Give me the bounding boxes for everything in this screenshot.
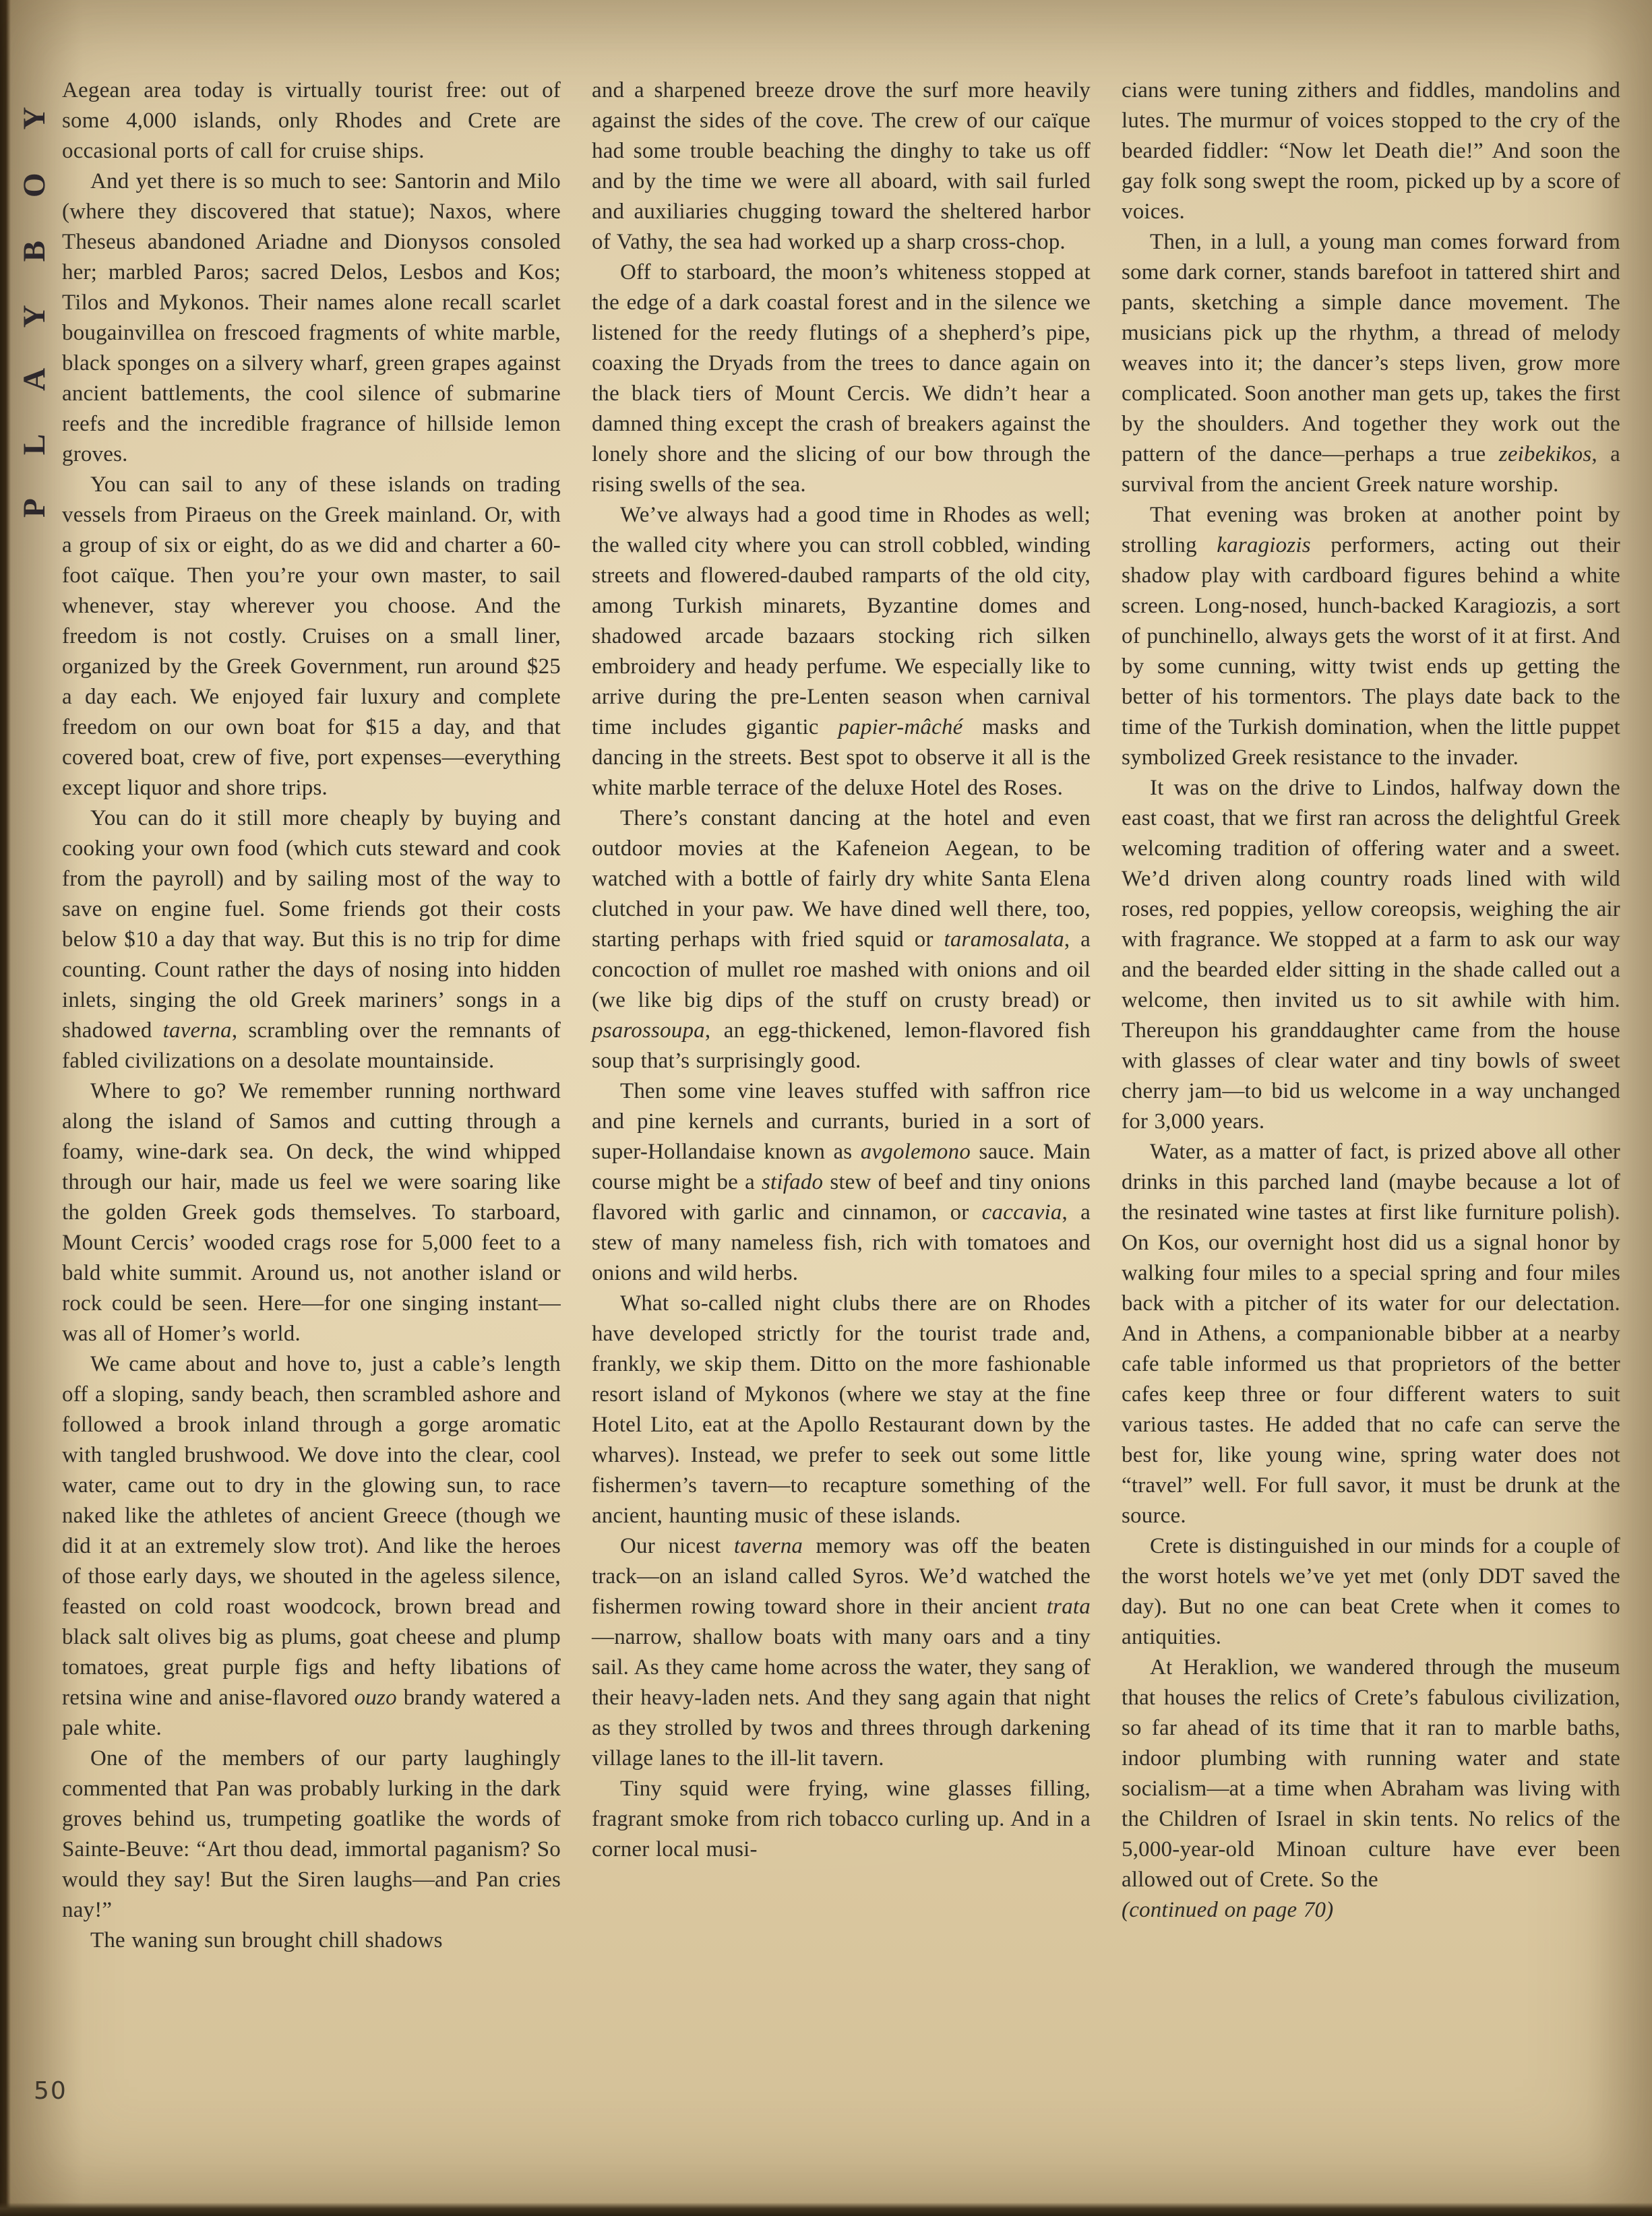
paragraph: Crete is distinguished in our minds for a couple of the worst hotels we’ve yet met (only DDT saved the day). But no one can beat Crete when it comes to antiquities. [1122, 1534, 1620, 1649]
scan-edge-left [0, 0, 11, 2216]
text-column-1 [62, 75, 561, 1956]
paragraph: You can sail to any of these islands on trading vessels from Piraeus on the Greek mainland. Or, with a group of six or eight, do as we did and charter a 60-foot caïque. Then you’re your own master, to sail whenever, stay wherever you choose. And the freedom is not costly. Cruises on a small liner, organized by the Greek Government, run around $25 a day each. We enjoyed fair luxury and complete freedom on our own boat for $15 a day, and that covered boat, crew of five, port expenses—everything except liquor and shore trips. [62, 472, 561, 800]
paragraph: Off to starboard, the moon’s whiteness stopped at the edge of a dark coastal forest and in the silence we listened for the reedy flutings of a shepherd’s pipe, coaxing the Dryads from the trees to dance again on the black tiers of Mount Cercis. We didn’t hear a damned thing except the crash of breakers against the lonely shore and the slicing of our bow through the rising swells of the sea. [592, 260, 1091, 497]
paragraph: That evening was broken at another point by strolling karagiozis performers, acting out their shadow play with cardboard figures behind a white screen. Long-nosed, hunch-backed Karagiozis, a sort of punchinello, always gets the worst of it at first. And by some cunning, witty twist ends up getting the better of his tormentors. The plays date back to the time of the Turkish domination, when the little puppet symbolized Greek resistance to the invader. [1122, 503, 1620, 770]
paragraph: Tiny squid were frying, wine glasses filling, fragrant smoke from rich tobacco curling up. And in a corner local musi- [592, 1777, 1091, 1861]
continuation-note: (continued on page 70) [1122, 1898, 1334, 1922]
page-number: 50 [34, 2077, 67, 2105]
paragraph: The waning sun brought chill shadows [90, 1928, 443, 1952]
paragraph: Water, as a matter of fact, is prized above all other drinks in this parched land (maybe because a lot of the resinated wine tastes at first like furniture polish). On Kos, our overnight host did us a signal honor by walking four miles to a special spring and four miles back with a pitcher of its water for our delectation. And in Athens, a companionable bibber at a nearby cafe table informed us that proprietors of the better cafes keep three or four different waters to suit various tastes. He added that no cafe can serve the best for, like young wine, spring water does not “travel” well. For full savor, it must be drunk at the source. [1122, 1140, 1620, 1528]
paragraph: Aegean area today is virtually tourist free: out of some 4,000 islands, only Rhodes and Crete are occasional ports of call for cruise ships. [62, 78, 561, 163]
paragraph: Where to go? We remember running northward along the island of Samos and cutting through a foamy, wine-dark sea. On deck, the wind whipped through our hair, made us feel we were soaring like the golden Greek gods themselves. To starboard, Mount Cercis’ wooded crags rose for 5,000 feet to a bald white summit. Around us, not another island or rock could be seen. Here—for one singing instant—was all of Homer’s world. [62, 1079, 561, 1346]
magazine-spine-title: PLAYBOY [17, 63, 52, 518]
paragraph: What so-called night clubs there are on Rhodes have developed strictly for the tourist trade and, frankly, we skip them. Ditto on the more fashionable resort island of Mykonos (where we stay at the fine Hotel Lito, eat at the Apollo Restaurant down by the wharves). Instead, we prefer to seek out some little fishermen’s tavern—to recapture something of the ancient, haunting music of these islands. [592, 1291, 1091, 1528]
paragraph: Then some vine leaves stuffed with saffron rice and pine kernels and currants, buried in a sort of super-Hollandaise known as avgolemono sauce. Main course might be a stifado stew of beef and tiny onions flavored with garlic and cinnamon, or caccavia, a stew of many nameless fish, rich with tomatoes and onions and wild herbs. [592, 1079, 1091, 1285]
paragraph: One of the members of our party laughingly commented that Pan was probably lurking in the dark groves behind us, trumpeting goatlike the words of Sainte-Beuve: “Art thou dead, immortal paganism? So would they say! But the Siren laughs—and Pan cries nay!” [62, 1746, 561, 1922]
scan-edge-bottom [0, 2203, 1652, 2216]
paragraph: Our nicest taverna memory was off the beaten track—on an island called Syros. We’d watched the fishermen rowing toward shore in their ancient trata—narrow, shallow boats with many oars and a tiny sail. As they came home across the water, they sang of their heavy-laden nets. And they sang again that night as they strolled by twos and threes through darkening village lanes to the ill-lit tavern. [592, 1534, 1091, 1771]
paragraph: There’s constant dancing at the hotel and even outdoor movies at the Kafeneion Aegean, to be watched with a bottle of fairly dry white Santa Elena clutched in your paw. We have dined well there, too, starting perhaps with fried squid or taramosalata, a concoction of mullet roe mashed with onions and oil (we like big dips of the stuff on crusty bread) or psarossoupa, an egg-thickened, lemon-flavored fish soup that’s surprisingly good. [592, 806, 1091, 1073]
paragraph: Then, in a lull, a young man comes forward from some dark corner, stands barefoot in tattered shirt and pants, sketching a simple dance movement. The musicians pick up the rhythm, a thread of melody weaves into it; the dancer’s steps liven, grow more complicated. Soon another man gets up, takes the first by the shoulders. And together they work out the pattern of the dance—perhaps a true zeibekikos, a survival from the ancient Greek nature worship. [1122, 230, 1620, 497]
paragraph: and a sharpened breeze drove the surf more heavily against the sides of the cove. The crew of our caïque had some trouble beaching the dinghy to take us off and by the time we were all aboard, with sail furled and auxiliaries chugging toward the sheltered harbor of Vathy, the sea had worked up a sharp cross-chop. [592, 78, 1091, 254]
paragraph: At Heraklion, we wandered through the museum that houses the relics of Crete’s fabulous civilization, so far ahead of its time that it ran to marble baths, indoor plumbing with running water and state socialism—at a time when Abraham was living with the Children of Israel in skin tents. No relics of the 5,000-year-old Minoan culture have ever been allowed out of Crete. So the [1122, 1655, 1620, 1892]
paragraph: cians were tuning zithers and fiddles, mandolins and lutes. The murmur of voices stopped to the cry of the bearded fiddler: “Now let Death die!” And soon the gay folk song swept the room, picked up by a score of voices. [1122, 78, 1620, 224]
paragraph: And yet there is so much to see: Santorin and Milo (where they discovered that statue); Naxos, where Theseus abandoned Ariadne and Dionysos consoled her; marbled Paros; sacred Delos, Lesbos and Kos; Tilos and Mykonos. Their names alone recall scarlet bougainvillea on frescoed fragments of white marble, black sponges on a silvery wharf, green grapes against ancient battlements, the cool silence of submarine reefs and the incredible fragrance of hillside lemon groves. [62, 169, 561, 466]
article-columns [62, 75, 1620, 1956]
paragraph: We’ve always had a good time in Rhodes as well; the walled city where you can stroll cobbled, winding streets and flowered-daubed ramparts of the old city, among Turkish minarets, Byzantine domes and shadowed arcade bazaars stocking rich silken embroidery and heady perfume. We especially like to arrive during the pre-Lenten season when carnival time includes gigantic papier-mâché masks and dancing in the streets. Best spot to observe it all is the white marble terrace of the deluxe Hotel des Roses. [592, 503, 1091, 800]
text-column-2 [592, 75, 1091, 1956]
paragraph: We came about and hove to, just a cable’s length off a sloping, sandy beach, then scrambled ashore and followed a brook inland through a gorge aromatic with tangled brushwood. We dove into the clear, cool water, came out to dry in the glowing sun, to race naked like the athletes of ancient Greece (though we did it at an extremely slow trot). And like the heroes of those early days, we shouted in the ageless silence, feasted on cold roast woodcock, brown bread and black salt olives big as plums, goat cheese and plump tomatoes, great purple figs and hefty libations of retsina wine and anise-flavored ouzo brandy watered a pale white. [62, 1352, 561, 1740]
paragraph: It was on the drive to Lindos, halfway down the east coast, that we first ran across the delightful Greek welcoming tradition of offering water and a sweet. We’d driven along country roads lined with wild roses, red poppies, yellow coreopsis, weighing the air with fragrance. We stopped at a farm to ask our way and the bearded elder sitting in the shade called out a welcome, then invited us to sit awhile with him. Thereupon his granddaughter came from the house with glasses of clear water and tiny bowls of sweet cherry jam—to bid us welcome in a way unchanged for 3,000 years. [1122, 776, 1620, 1134]
text-column-3 [1122, 75, 1620, 1956]
paragraph: You can do it still more cheaply by buying and cooking your own food (which cuts steward and cook from the payroll) and by sailing most of the way to save on engine fuel. Some friends got their costs below $10 a day that way. But this is no trip for dime counting. Count rather the days of nosing into hidden inlets, singing the old Greek mariners’ songs in a shadowed taverna, scrambling over the remnants of fabled civilizations on a desolate mountainside. [62, 806, 561, 1073]
